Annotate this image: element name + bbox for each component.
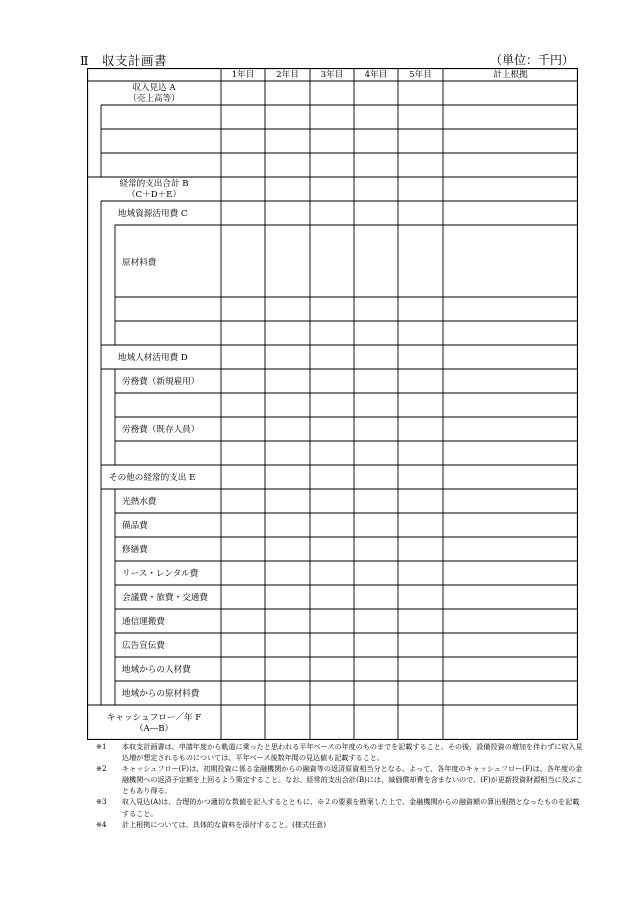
header-year-1: 1年目 bbox=[231, 70, 255, 80]
footnote-1 bbox=[96, 741, 586, 763]
row-local-talent: 地域からの人材費 bbox=[122, 665, 191, 675]
plan-table-grid bbox=[87, 68, 578, 740]
row-lease: リース・レンタル費 bbox=[122, 569, 199, 579]
table-border bbox=[88, 69, 578, 740]
row-utilities: 光熱水費 bbox=[122, 497, 157, 507]
row-total-b-sub: （C＋D＋E） bbox=[126, 190, 182, 200]
row-meetings: 会議費・旅費・交通費 bbox=[122, 593, 208, 603]
row-labor-existing: 労務費（既存人員） bbox=[122, 425, 200, 435]
row-labor-new: 労務費（新規雇用） bbox=[122, 377, 200, 387]
row-cashflow-f-sub: （A―B） bbox=[134, 724, 174, 734]
footnotes bbox=[96, 741, 586, 830]
page-title: Ⅱ 収支計画書 bbox=[80, 53, 167, 68]
row-local-materials: 地域からの原材料費 bbox=[122, 689, 200, 699]
header-year-3: 3年目 bbox=[320, 70, 344, 80]
row-total-b: 経常的支出合計 B bbox=[119, 179, 189, 189]
row-other-e: その他の経常的支出 E bbox=[109, 473, 196, 483]
header-year-5: 5年目 bbox=[409, 70, 432, 80]
footnote-text: 収入見込(A)は、合理的かつ適切な数値を記入するとともに、※２の要素を勘案した上で、金融機関からの融資額の算出根拠となったものを記載すること。 bbox=[122, 797, 580, 818]
footnote-mark: ※2 bbox=[96, 764, 107, 774]
header-basis: 計上根拠 bbox=[493, 70, 528, 80]
footnote-mark: ※4 bbox=[96, 819, 107, 829]
row-cashflow-f: キャッシュフロー／年 F bbox=[106, 713, 202, 723]
row-income-a: 収入見込 A bbox=[132, 83, 176, 93]
footnote-4 bbox=[96, 819, 586, 830]
footnote-2 bbox=[96, 763, 586, 796]
row-advertising: 広告宣伝費 bbox=[122, 641, 165, 651]
header-year-2: 2年目 bbox=[276, 70, 299, 80]
footnote-3 bbox=[96, 796, 586, 818]
header-year-4: 4年目 bbox=[364, 70, 388, 80]
footnote-text: 本収支計画書は、申請年度から軌道に乗ったと思われる平年ベースの年度のものまでを記載すること。その後、設備投資の増加を伴わずに収入見込増が想定されるものについては、平年ベース後数年間の見込値も記載すること。 bbox=[122, 742, 583, 763]
row-talent-d: 地域人材活用費 D bbox=[118, 353, 188, 363]
row-raw-materials: 原材料費 bbox=[122, 258, 157, 268]
footnote-text: キャッシュフロー(F)は、初期投資に係る金融機関からの融資等の返済原資相当分となる。よって、各年度のキャッシュフロー(F)は、各年度の金融機関への返済予定額を上回るよう策定すること。なお、経常的支出合計(B)には、減価償却費を含まないので、(F)が更新投資財源相当に及ぶこともあり得る。 bbox=[122, 764, 583, 796]
row-regional-c: 地域資源活用費 C bbox=[118, 209, 188, 219]
footnote-text: 計上根拠については、具体的な資料を添付すること。(様式任意) bbox=[122, 819, 327, 829]
row-repairs: 修繕費 bbox=[122, 545, 148, 555]
row-shipping: 通信運搬費 bbox=[122, 617, 165, 627]
footnote-mark: ※3 bbox=[96, 797, 107, 807]
row-equipment: 備品費 bbox=[122, 521, 148, 531]
unit-label: （単位：千円） bbox=[489, 53, 574, 67]
row-income-a-sub: （売上高等） bbox=[128, 94, 180, 104]
footnote-mark: ※1 bbox=[96, 742, 107, 751]
